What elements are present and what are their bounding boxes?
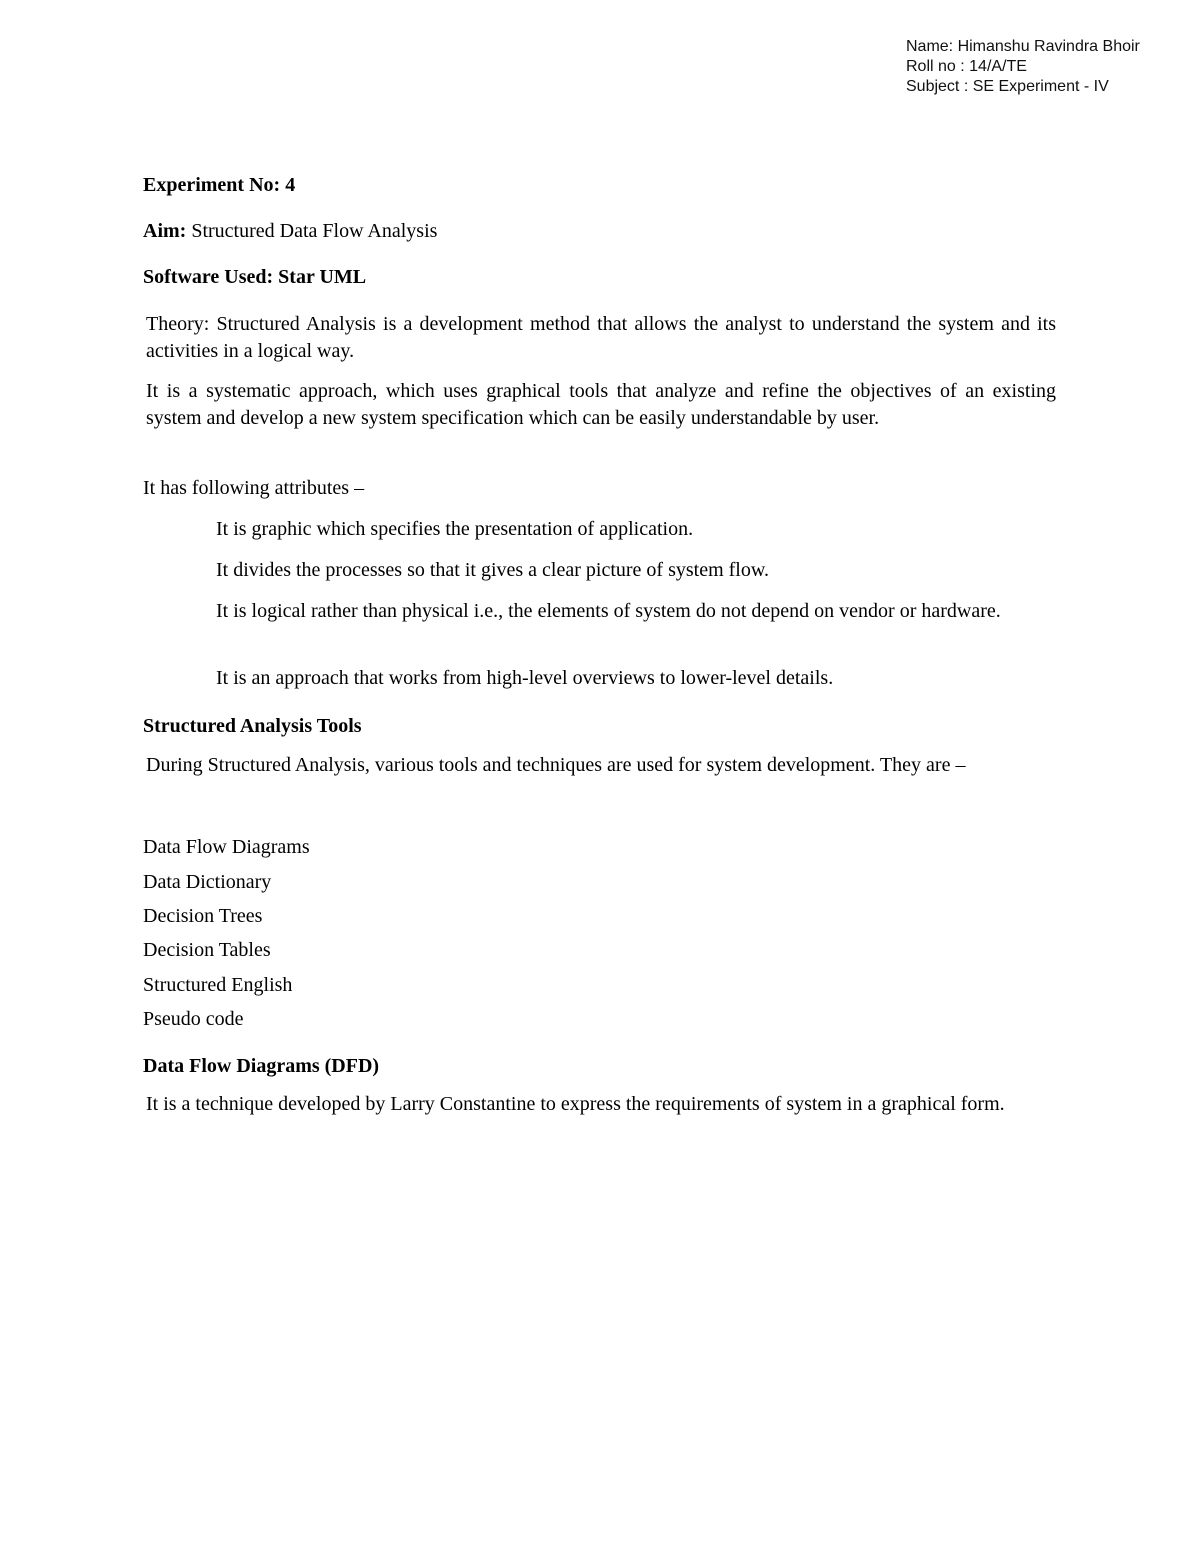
attribute-item: It divides the processes so that it gives a clear picture of system flow. bbox=[216, 559, 769, 581]
tools-intro: During Structured Analysis, various tools and techniques are used for system development. They are – bbox=[146, 754, 966, 776]
attribute-item: It is graphic which specifies the presentation of application. bbox=[216, 518, 694, 540]
aim-line bbox=[143, 218, 437, 244]
systematic-approach-paragraph: It is a systematic approach, which uses graphical tools that analyze and refine the objectives of an existing system and develop a new system specification which can be easily understandable by user. bbox=[146, 380, 1056, 429]
attribute-item: It is logical rather than physical i.e., the elements of system do not depend on vendor or hardware. bbox=[216, 600, 1001, 622]
tools-heading: Structured Analysis Tools bbox=[143, 715, 362, 737]
tool-item: Data Flow Diagrams bbox=[143, 836, 310, 858]
tool-item: Decision Trees bbox=[143, 905, 263, 927]
dfd-heading: Data Flow Diagrams (DFD) bbox=[143, 1055, 380, 1077]
theory-paragraph: Theory: Structured Analysis is a development method that allows the analyst to understand the system and its activities in a logical way. bbox=[146, 313, 1056, 362]
aim-text: Structured Data Flow Analysis bbox=[186, 220, 438, 242]
experiment-title: Experiment No: 4 bbox=[143, 174, 296, 196]
tool-item: Pseudo code bbox=[143, 1008, 244, 1030]
subject: Subject : SE Experiment - IV bbox=[906, 78, 1109, 95]
attributes-intro: It has following attributes – bbox=[143, 477, 365, 499]
student-info bbox=[906, 37, 1140, 97]
dfd-paragraph: It is a technique developed by Larry Constantine to express the requirements of system in a graphical form. bbox=[146, 1093, 1005, 1115]
tool-item: Decision Tables bbox=[143, 939, 271, 961]
tool-item: Structured English bbox=[143, 974, 293, 996]
aim-label: Aim: bbox=[143, 220, 187, 242]
student-name: Name: Himanshu Ravindra Bhoir bbox=[906, 38, 1140, 55]
roll-number: Roll no : 14/A/TE bbox=[906, 58, 1027, 75]
attribute-item: It is an approach that works from high-level overviews to lower-level details. bbox=[216, 667, 834, 689]
software-used: Software Used: Star UML bbox=[143, 266, 367, 288]
tool-item: Data Dictionary bbox=[143, 871, 272, 893]
